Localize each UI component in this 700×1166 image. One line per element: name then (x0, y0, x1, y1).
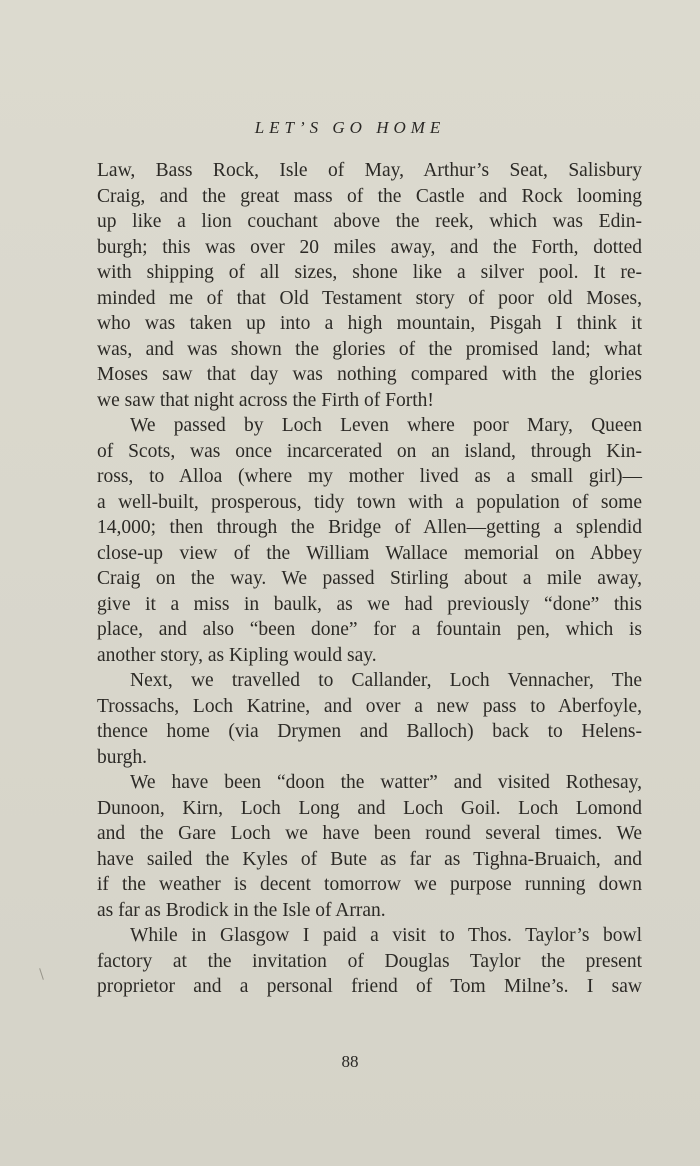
text-line: who was taken up into a high mountain, Pisgah I think it (97, 313, 642, 334)
text-line: thence home (via Drymen and Balloch) back to Helens- (97, 721, 642, 742)
text-line: was, and was shown the glories of the promised land; what (97, 338, 642, 360)
running-head: LET’S GO HOME (254, 118, 446, 137)
text-line: We have been “doon the watter” and visited Rothesay, (130, 772, 642, 793)
text-line: Craig, and the great mass of the Castle and Rock looming (97, 185, 642, 207)
text-line: give it a miss in baulk, as we had previously “done” this (97, 593, 642, 615)
text-line: 14,000; then through the Bridge of Allen—getting a splendid (97, 517, 642, 538)
text-line: Moses saw that day was nothing compared with the glories (97, 364, 642, 385)
body-text (97, 158, 642, 1000)
text-line: if the weather is decent tomorrow we purpose running down (97, 874, 642, 895)
text-line: have sailed the Kyles of Bute as far as Tighna-Bruaich, and (97, 848, 642, 870)
text-line: and the Gare Loch we have been round several times. We (97, 823, 642, 844)
margin-mark (39, 968, 44, 980)
text-line: another story, as Kipling would say. (97, 644, 377, 666)
text-line: with shipping of all sizes, shone like a silver pool. It re- (97, 262, 642, 283)
text-line: as far as Brodick in the Isle of Arran. (97, 899, 386, 921)
text-line: minded me of that Old Testament story of poor old Moses, (97, 287, 642, 309)
text-line: proprietor and a personal friend of Tom Milne’s. I saw (97, 976, 642, 997)
text-line: we saw that night across the Firth of Forth! (97, 389, 434, 411)
text-line: Next, we travelled to Callander, Loch Vennacher, The (130, 670, 642, 691)
text-line: Dunoon, Kirn, Loch Long and Loch Goil. Loch Lomond (97, 797, 642, 819)
text-line: While in Glasgow I paid a visit to Thos. Taylor’s bowl (130, 925, 642, 946)
text-line: Craig on the way. We passed Stirling about a mile away, (97, 568, 642, 589)
page-number: 88 (341, 1052, 359, 1071)
text-line: ross, to Alloa (where my mother lived as a small girl)— (97, 466, 642, 487)
text-line: burgh; this was over 20 miles away, and the Forth, dotted (97, 236, 642, 258)
text-line: a well-built, prosperous, tidy town with a population of some (97, 491, 642, 513)
text-line: We passed by Loch Leven where poor Mary, Queen (130, 415, 642, 436)
text-line: of Scots, was once incarcerated on an island, through Kin- (97, 440, 642, 462)
text-line: burgh. (97, 746, 148, 768)
text-line: Law, Bass Rock, Isle of May, Arthur’s Seat, Salisbury (97, 160, 642, 181)
text-line: factory at the invitation of Douglas Taylor the present (97, 950, 642, 972)
text-line: place, and also “been done” for a fountain pen, which is (97, 619, 642, 640)
text-line: close-up view of the William Wallace memorial on Abbey (97, 542, 642, 564)
text-line: up like a lion couchant above the reek, which was Edin- (97, 211, 642, 232)
text-line: Trossachs, Loch Katrine, and over a new pass to Aberfoyle, (97, 695, 642, 717)
